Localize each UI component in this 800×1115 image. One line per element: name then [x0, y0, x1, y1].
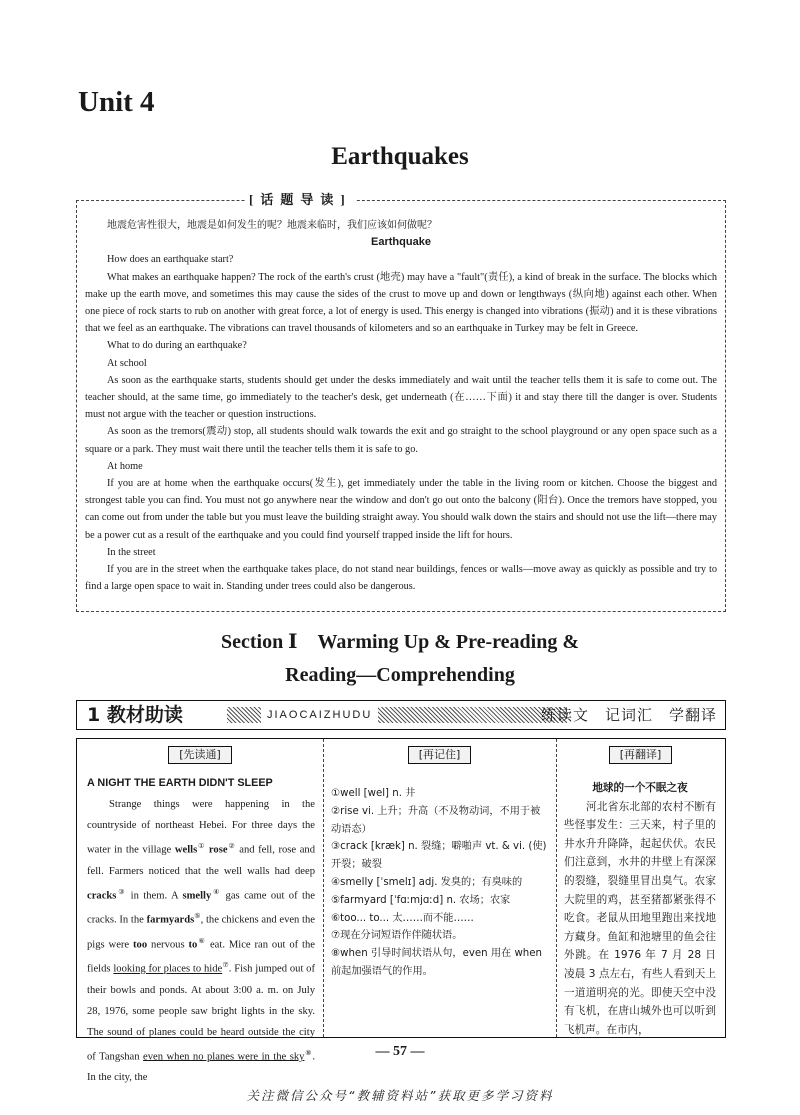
intro-paragraph: In the street [107, 546, 156, 558]
translation-column [556, 739, 725, 1037]
study-banner [76, 700, 726, 730]
section-title-line2: Reading—Comprehending [285, 664, 515, 686]
banner-title: 1 教材助读 [77, 701, 193, 729]
intro-lead: 地震危害性很大，地震是如何发生的呢？地震来临时，我们应该如何做呢？ [107, 220, 437, 231]
footer-note: 关注微信公众号“教辅资料站”获取更多学习资料 [246, 1088, 554, 1103]
intro-paragraph: At school [107, 357, 147, 369]
intro-paragraph: How does an earthquake start? [107, 254, 234, 266]
intro-paragraph: At home [107, 460, 143, 472]
vocab-column-heading: [再记住] [408, 746, 472, 764]
intro-paragraph: As soon as the earthquake starts, students should get under the desks immediately and wait until the teacher tells them it is safe to come out. The teacher should, at the same time, go immediately to the teacher's desk, get underneath (在……下面) it and stay there till the danger is over. Students must not argue with the teacher or question instructions. [85, 374, 717, 421]
translation-title: 地球的一个不眠之夜 [592, 782, 688, 794]
vocab-item: ②rise vi. 上升；升高（不及物动词，不用于被动语态） [331, 805, 541, 835]
translation-paragraph: 河北省东北部的农村不断有些怪事发生：三天来，村子里的井水升升降降，起起伏伏。农民们注意到，水井的井壁上有深深的裂缝，裂缝里冒出臭气。农家大院里的鸡，甚至猪都紧张得不吃食。老鼠从田地里跑出来找地方藏身。鱼缸和池塘里的鱼会往外跳。在 1976 年 7 月 28 日凌晨 3 点左右，有些人看到天上一道道明亮的光。即使天空中没有飞机，在唐山城外也可以听到飞机声。在市内， [564, 800, 716, 1036]
topic-intro-body [85, 217, 717, 595]
unit-label: Unit 4 [78, 86, 155, 118]
intro-paragraph: If you are at home when the earthquake occurs(发生), get immediately under the table in the living room or kitchen. Choose the biggest and strongest table you can find. You must not go anywhere near the window and don't go out onto the balcony (阳台). Once the tremors have stopped, you can come out from under the table but you must leave the building straight away. You should walk down the stairs and should not use the lift—there may be a power cut as a result of the earthquake and you could find yourself trapped inside the lift for hours. [85, 478, 717, 541]
section-title-line1: Section Ⅰ Warming Up & Pre-reading & [220, 631, 580, 653]
topic-intro-tag: [话题导读] [245, 189, 356, 208]
intro-paragraph: What to do during an earthquake? [107, 340, 247, 352]
story-paragraph: Strange things were happening in the countryside of northeast Hebei. For three days the water in the village wells① rose② and fell, rose and fell. Farmers noticed that the well walls had deep cracks③ in them. A smelly④ gas came out of the cracks. In the farmyards⑤, the chickens and even the pigs were too nervous to⑥ eat. Mice ran out of the fields looking for places to hide⑦. Fish jumped out of their bowls and ponds. At about 3:00 a. m. on July 28, 1976, some people saw bright lights in the sky. The sound of planes could be heard outside the city of Tangshan even when no planes were in the sky⑧. In the city, the [87, 799, 316, 1084]
vocab-item: ④smelly [ˈsmelɪ] adj. 发臭的；有臭味的 [331, 876, 523, 888]
vocab-item: ⑥too... to... 太……而不能…… [331, 912, 474, 924]
page-number: — 57 — [375, 1044, 425, 1059]
banner-subtitle: 练读文 记词汇 学翻译 [540, 706, 717, 724]
intro-paragraph: As soon as the tremors(震动) stop, all students should walk towards the exit and go straight to the school playground or any open space such as a square or a park. They must wait there until the teacher tells them it is safe to go. [85, 426, 717, 455]
vocab-item: ③crack [kræk] n. 裂缝；噼啪声 vt. & vi. (使)开裂；破裂 [331, 841, 547, 871]
intro-paragraph: What makes an earthquake happen? The rock of the earth's crust (地壳) may have a "fault"(责任), a kind of break in the surface. The blocks which make up the earth move, and sometimes this may cause the sides of the crust to move up and down or lengthways (纵向地) against each other. When one piece of rock starts to rub on another with great force, a lot of energy is used. This energy is changed into vibrations (振动) and it is these vibrations that we feel as an earthquake. The vibrations can travel thousands of kilometers and so an earthquake in Turkey may be felt in Greece. [85, 271, 717, 335]
story-title: A NIGHT THE EARTH DIDN'T SLEEP [87, 777, 273, 789]
vocab-column [323, 739, 557, 1037]
vocab-item: ⑤farmyard [ˈfɑːmjɑːd] n. 农场；农家 [331, 894, 511, 906]
vocab-item: ①well [wel] n. 井 [331, 788, 416, 799]
translation-column-heading: [再翻译] [609, 746, 673, 764]
vocab-list [331, 785, 549, 981]
read-column-heading: [先读通] [168, 746, 232, 764]
intro-paragraph: If you are in the street when the earthquake takes place, do not stand near buildings, fences or walls—move away as quickly as possible and try to find a large open space to wait in. Standing under trees could also be dangerous. [85, 564, 717, 593]
reading-text [87, 773, 315, 1088]
intro-title: Earthquake [371, 236, 431, 249]
topic-intro-box [76, 192, 726, 612]
banner-pinyin: JIAOCAIZHUDU [261, 706, 378, 724]
vocab-item: ⑦现在分词短语作伴随状语。 [331, 930, 463, 942]
vocab-item: ⑧when 引导时间状语从句，even 用在 when 前起加强语气的作用。 [331, 948, 542, 977]
chapter-title: Earthquakes [331, 143, 469, 170]
read-column [77, 739, 324, 1084]
translation-text [564, 779, 716, 1039]
